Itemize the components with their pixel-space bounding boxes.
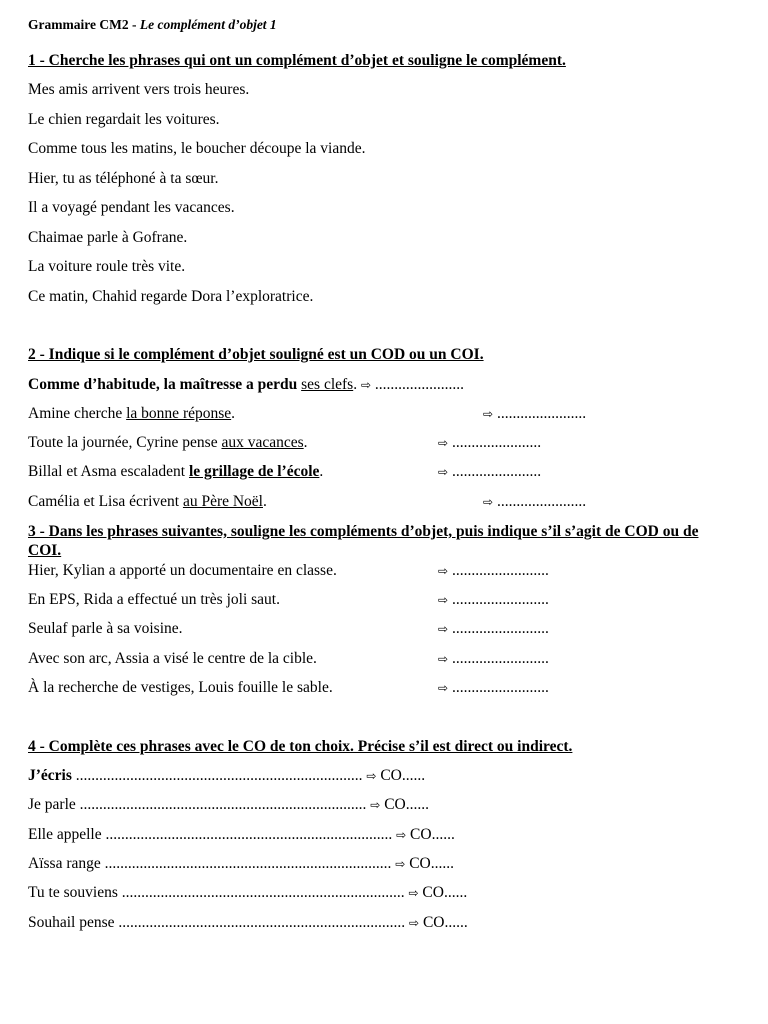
section3-item: Avec son arc, Assia a visé le centre de la cible. (28, 650, 317, 667)
co-type-blank[interactable]: CO...... (380, 767, 426, 784)
answer-blank[interactable]: ......................... (451, 679, 549, 696)
section3-item: En EPS, Rida a effectué un très joli saut. (28, 591, 280, 608)
arrow-right-outline-icon: ⇨ (409, 916, 420, 930)
sentence-start: Souhail pense (28, 914, 115, 931)
section2-answer (438, 434, 541, 452)
section3-answer (438, 679, 549, 697)
section3-item: À la recherche de vestiges, Louis fouille le sable. (28, 679, 333, 696)
co-type-blank[interactable]: CO...... (409, 855, 454, 872)
fill-in-blank[interactable]: .......................................................................... (105, 826, 393, 843)
co-type-blank[interactable]: CO...... (384, 796, 429, 813)
sentence-start: Aïssa range (28, 855, 101, 872)
section1-sentence: Hier, tu as téléphoné à ta sœur. (28, 170, 219, 187)
co-type-blank[interactable]: CO...... (422, 914, 468, 931)
sentence-end: . (303, 434, 308, 451)
answer-blank[interactable]: ......................... (451, 562, 549, 579)
co-type-blank[interactable]: CO...... (422, 884, 468, 901)
arrow-right-outline-icon: ⇨ (438, 593, 449, 607)
section1-sentence: Comme tous les matins, le boucher découpe la viande. (28, 140, 366, 157)
fill-in-blank[interactable]: ......................................................................... (121, 884, 405, 901)
answer-blank[interactable]: ....................... (496, 405, 587, 422)
section3-title: 3 - Dans les phrases suivantes, souligne les compléments d’objet, puis indique s’il s’agit de COD ou de COI. (28, 523, 699, 559)
section3-answer (438, 620, 549, 638)
sentence-text: Billal et Asma escaladent (28, 463, 189, 480)
section3-answer (438, 650, 549, 668)
underlined-complement: le grillage de l’école (188, 463, 320, 480)
sentence-end: . (263, 493, 267, 510)
worksheet-header (28, 16, 277, 34)
underlined-complement: ses clefs (301, 376, 354, 393)
section4-item (28, 884, 467, 902)
section2-item (28, 463, 323, 481)
worksheet-subtitle: Le complément d’objet 1 (139, 17, 277, 32)
arrow-right-outline-icon: ⇨ (438, 564, 449, 578)
sentence-end: . (353, 376, 358, 393)
underlined-complement: la bonne réponse (126, 405, 232, 422)
arrow-right-outline-icon: ⇨ (396, 828, 407, 842)
answer-blank[interactable]: ....................... (496, 493, 587, 510)
underlined-complement: au Père Noël (182, 493, 263, 510)
co-type-blank[interactable]: CO...... (410, 826, 455, 843)
section1-title: 1 - Cherche les phrases qui ont un complément d’objet et souligne le complément. (28, 52, 566, 69)
arrow-right-outline-icon: ⇨ (438, 652, 449, 666)
fill-in-blank[interactable]: .......................................................................... (75, 767, 363, 784)
answer-blank[interactable]: ......................... (451, 620, 549, 637)
fill-in-blank[interactable]: .......................................................................... (118, 914, 406, 931)
answer-blank[interactable]: ....................... (451, 463, 542, 480)
arrow-right-outline-icon: ⇨ (483, 495, 494, 509)
section3-answer (438, 562, 549, 580)
section2-answer (438, 463, 541, 481)
worksheet-title: Grammaire CM2 - (28, 17, 140, 32)
section2-answer (483, 405, 586, 423)
arrow-right-outline-icon: ⇨ (483, 407, 494, 421)
sentence-text: Toute la journée, Cyrine pense (28, 434, 222, 451)
sentence-text: Amine cherche (28, 405, 127, 422)
sentence-start: Tu te souviens (28, 884, 118, 901)
answer-blank[interactable]: ....................... (374, 376, 465, 393)
sentence-start: Je parle (28, 796, 76, 813)
section2-item (28, 493, 267, 511)
section1-sentence: La voiture roule très vite. (28, 258, 186, 275)
fill-in-blank[interactable]: .......................................................................... (79, 796, 367, 813)
section2-answer (483, 493, 586, 511)
section4-title: 4 - Complète ces phrases avec le CO de ton choix. Précise s’il est direct ou indirect. (28, 738, 573, 755)
arrow-right-outline-icon: ⇨ (360, 378, 372, 392)
sentence-text: Comme d’habitude, la maîtresse a perdu (28, 376, 302, 393)
section4-item (28, 914, 468, 932)
sentence-end: . (231, 405, 236, 422)
arrow-right-outline-icon: ⇨ (408, 886, 419, 900)
underlined-complement: aux vacances (221, 434, 304, 451)
section1-sentence: Le chien regardait les voitures. (28, 111, 220, 128)
section2-title: 2 - Indique si le complément d’objet souligné est un COD ou un COI. (28, 346, 484, 363)
arrow-right-outline-icon: ⇨ (438, 436, 449, 450)
section4-item (28, 796, 429, 814)
arrow-right-outline-icon: ⇨ (366, 769, 377, 783)
section2-item (28, 434, 308, 452)
sentence-start: J’écris (28, 767, 72, 784)
arrow-right-outline-icon: ⇨ (438, 681, 449, 695)
sentence-text: Camélia et Lisa écrivent (28, 493, 183, 510)
section3-item: Seulaf parle à sa voisine. (28, 620, 183, 637)
arrow-right-outline-icon: ⇨ (438, 465, 449, 479)
section1-sentence: Chaimae parle à Gofrane. (28, 229, 188, 246)
section4-item (28, 767, 425, 785)
answer-blank[interactable]: ......................... (451, 650, 549, 667)
arrow-right-outline-icon: ⇨ (370, 798, 381, 812)
arrow-right-outline-icon: ⇨ (395, 857, 406, 871)
answer-blank[interactable]: ......................... (451, 591, 549, 608)
section2-item (28, 376, 464, 394)
section3-answer (438, 591, 549, 609)
section1-sentence: Ce matin, Chahid regarde Dora l’exploratrice. (28, 288, 314, 305)
arrow-right-outline-icon: ⇨ (438, 622, 449, 636)
section4-item (28, 855, 454, 873)
section4-item (28, 826, 455, 844)
answer-blank[interactable]: ....................... (451, 434, 542, 451)
section2-item (28, 405, 235, 423)
fill-in-blank[interactable]: .......................................................................... (104, 855, 392, 872)
section1-sentence: Mes amis arrivent vers trois heures. (28, 81, 250, 98)
section1-sentence: Il a voyagé pendant les vacances. (28, 199, 235, 216)
section3-item: Hier, Kylian a apporté un documentaire en classe. (28, 562, 337, 579)
sentence-end: . (319, 463, 324, 480)
sentence-start: Elle appelle (28, 826, 102, 843)
